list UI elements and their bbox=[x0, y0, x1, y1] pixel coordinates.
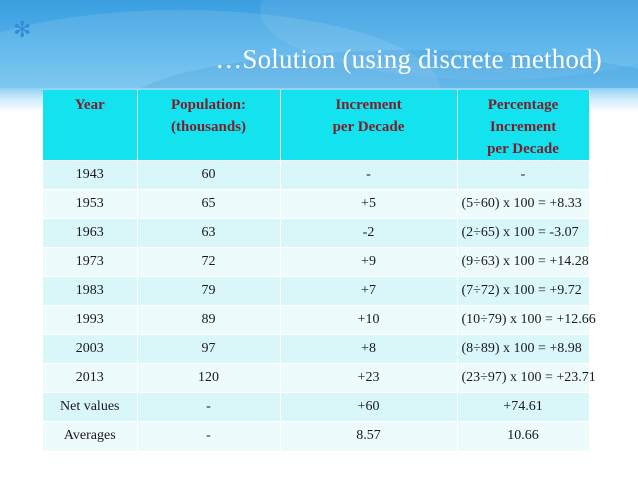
cell-population: 60 bbox=[137, 161, 280, 190]
cell-population: 120 bbox=[137, 364, 280, 393]
table-header-row bbox=[43, 90, 589, 161]
cell-percentage: (2÷65) x 100 = -3.07 bbox=[457, 219, 589, 248]
cell-percentage: (5÷60) x 100 = +8.33 bbox=[457, 190, 589, 219]
cell-percentage: 10.66 bbox=[457, 422, 589, 451]
cell-year: 1953 bbox=[43, 190, 137, 219]
cell-population: - bbox=[137, 393, 280, 422]
cell-percentage: - bbox=[457, 161, 589, 190]
star-bullet-icon: ✻ bbox=[13, 18, 32, 43]
table-row bbox=[43, 393, 589, 422]
header-percentage-increment: Percentage Increment per Decade bbox=[457, 90, 589, 161]
table-row bbox=[43, 161, 589, 190]
table-row bbox=[43, 248, 589, 277]
cell-label: Net values bbox=[43, 393, 137, 422]
cell-year: 2013 bbox=[43, 364, 137, 393]
cell-increment: 8.57 bbox=[280, 422, 457, 451]
cell-population: 63 bbox=[137, 219, 280, 248]
cell-percentage: (9÷63) x 100 = +14.28 bbox=[457, 248, 589, 277]
cell-year: 2003 bbox=[43, 335, 137, 364]
cell-increment: +9 bbox=[280, 248, 457, 277]
cell-year: 1943 bbox=[43, 161, 137, 190]
cell-increment: +7 bbox=[280, 277, 457, 306]
cell-percentage: (10÷79) x 100 = +12.66 bbox=[457, 306, 589, 335]
cell-increment: -2 bbox=[280, 219, 457, 248]
cell-increment: +5 bbox=[280, 190, 457, 219]
cell-percentage: (8÷89) x 100 = +8.98 bbox=[457, 335, 589, 364]
cell-year: 1963 bbox=[43, 219, 137, 248]
cell-year: 1993 bbox=[43, 306, 137, 335]
cell-increment: +8 bbox=[280, 335, 457, 364]
cell-year: 1973 bbox=[43, 248, 137, 277]
table-row bbox=[43, 364, 589, 393]
cell-population: 97 bbox=[137, 335, 280, 364]
cell-label: Averages bbox=[43, 422, 137, 451]
table-row bbox=[43, 422, 589, 451]
cell-percentage: (23÷97) x 100 = +23.71 bbox=[457, 364, 589, 393]
cell-percentage: (7÷72) x 100 = +9.72 bbox=[457, 277, 589, 306]
cell-population: 89 bbox=[137, 306, 280, 335]
table-row bbox=[43, 306, 589, 335]
table-row bbox=[43, 219, 589, 248]
cell-increment: - bbox=[280, 161, 457, 190]
header-increment: Increment per Decade bbox=[280, 90, 457, 161]
cell-population: 79 bbox=[137, 277, 280, 306]
table-row bbox=[43, 277, 589, 306]
cell-increment: +60 bbox=[280, 393, 457, 422]
cell-population: - bbox=[137, 422, 280, 451]
population-table bbox=[43, 90, 596, 451]
cell-increment: +10 bbox=[280, 306, 457, 335]
slide-title: …Solution (using discrete method) bbox=[215, 44, 602, 74]
header-year: Year bbox=[43, 90, 137, 161]
title-banner bbox=[0, 0, 638, 88]
cell-increment: +23 bbox=[280, 364, 457, 393]
cell-year: 1983 bbox=[43, 277, 137, 306]
cell-percentage: +74.61 bbox=[457, 393, 589, 422]
table-row bbox=[43, 335, 589, 364]
table-row bbox=[43, 190, 589, 219]
cell-population: 72 bbox=[137, 248, 280, 277]
header-population: Population: (thousands) bbox=[137, 90, 280, 161]
cell-population: 65 bbox=[137, 190, 280, 219]
